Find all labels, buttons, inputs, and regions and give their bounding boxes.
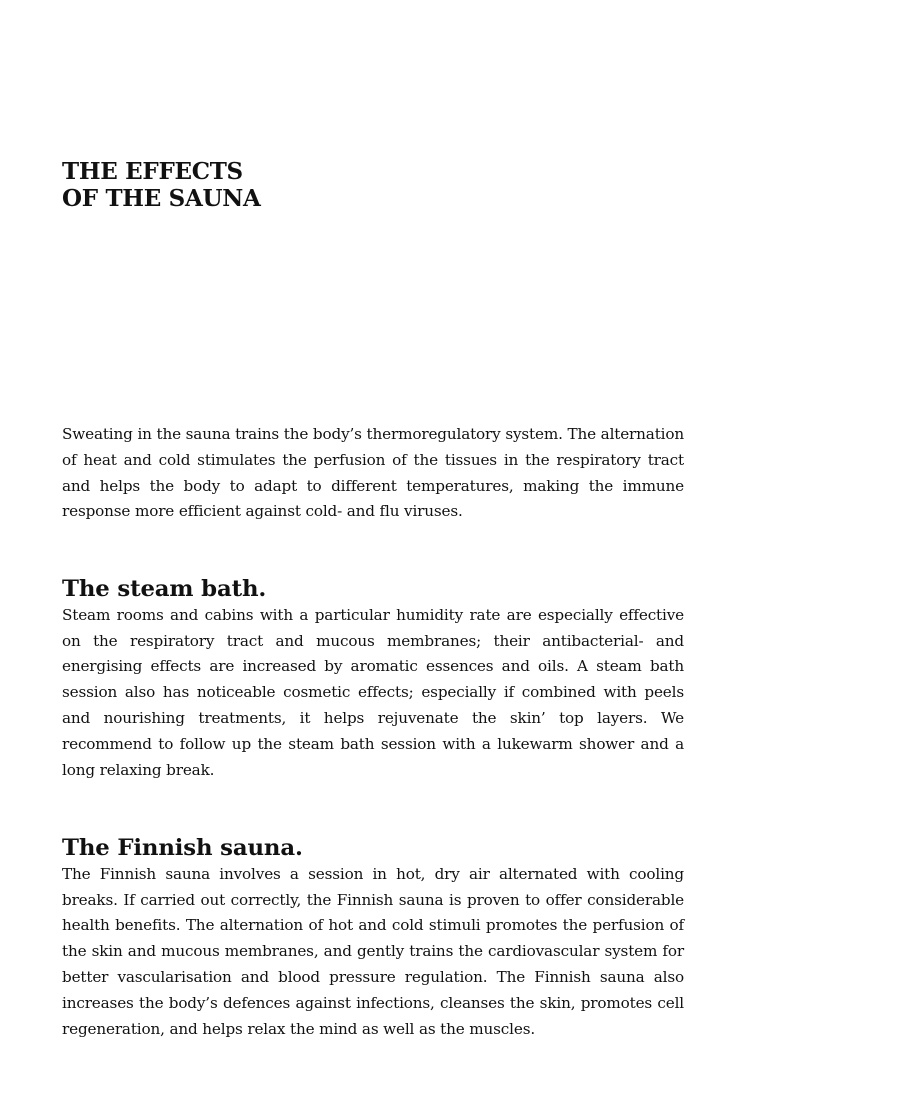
- steam-bath-heading: The steam bath.: [62, 576, 267, 602]
- steam-bath-section: [62, 577, 684, 783]
- intro-paragraph: Sweating in the sauna trains the body’s thermoregulatory system. The alternation of heat and cold stimulates the perfusion of the tissues in the respiratory tract and helps the body to adapt to different temperatures, making the immune response more efficient against cold- and flu viruses.: [62, 425, 684, 521]
- finnish-sauna-section: [62, 836, 684, 1042]
- page-title: [62, 158, 261, 212]
- finnish-sauna-heading: The Finnish sauna.: [62, 835, 303, 861]
- page-title-line-2: OF THE SAUNA: [62, 185, 261, 212]
- intro-section: [62, 422, 684, 525]
- steam-bath-paragraph: Steam rooms and cabins with a particular humidity rate are especially effective on the respiratory tract and mucous membranes; their antibacterial- and energising effects are increased by aromatic essences and oils. A steam bath session also has noticeable cosmetic effects; especially if combined with peels and nourishing treatments, it helps rejuvenate the skin’ top layers. We recommend to follow up the steam bath session with a lukewarm shower and a long relaxing break.: [62, 605, 684, 779]
- finnish-sauna-paragraph: The Finnish sauna involves a session in hot, dry air alternated with cooling breaks. If carried out correctly, the Finnish sauna is proven to offer considerable health benefits. The alternation of hot and cold stimuli promotes the perfusion of the skin and mucous membranes, and gently trains the cardiovascular system for better vascularisation and blood pressure regulation. The Finnish sauna also increases the body’s defences against infections, cleanses the skin, promotes cell regeneration, and helps relax the mind as well as the muscles.: [62, 864, 684, 1038]
- page-title-line-1: THE EFFECTS: [62, 158, 243, 185]
